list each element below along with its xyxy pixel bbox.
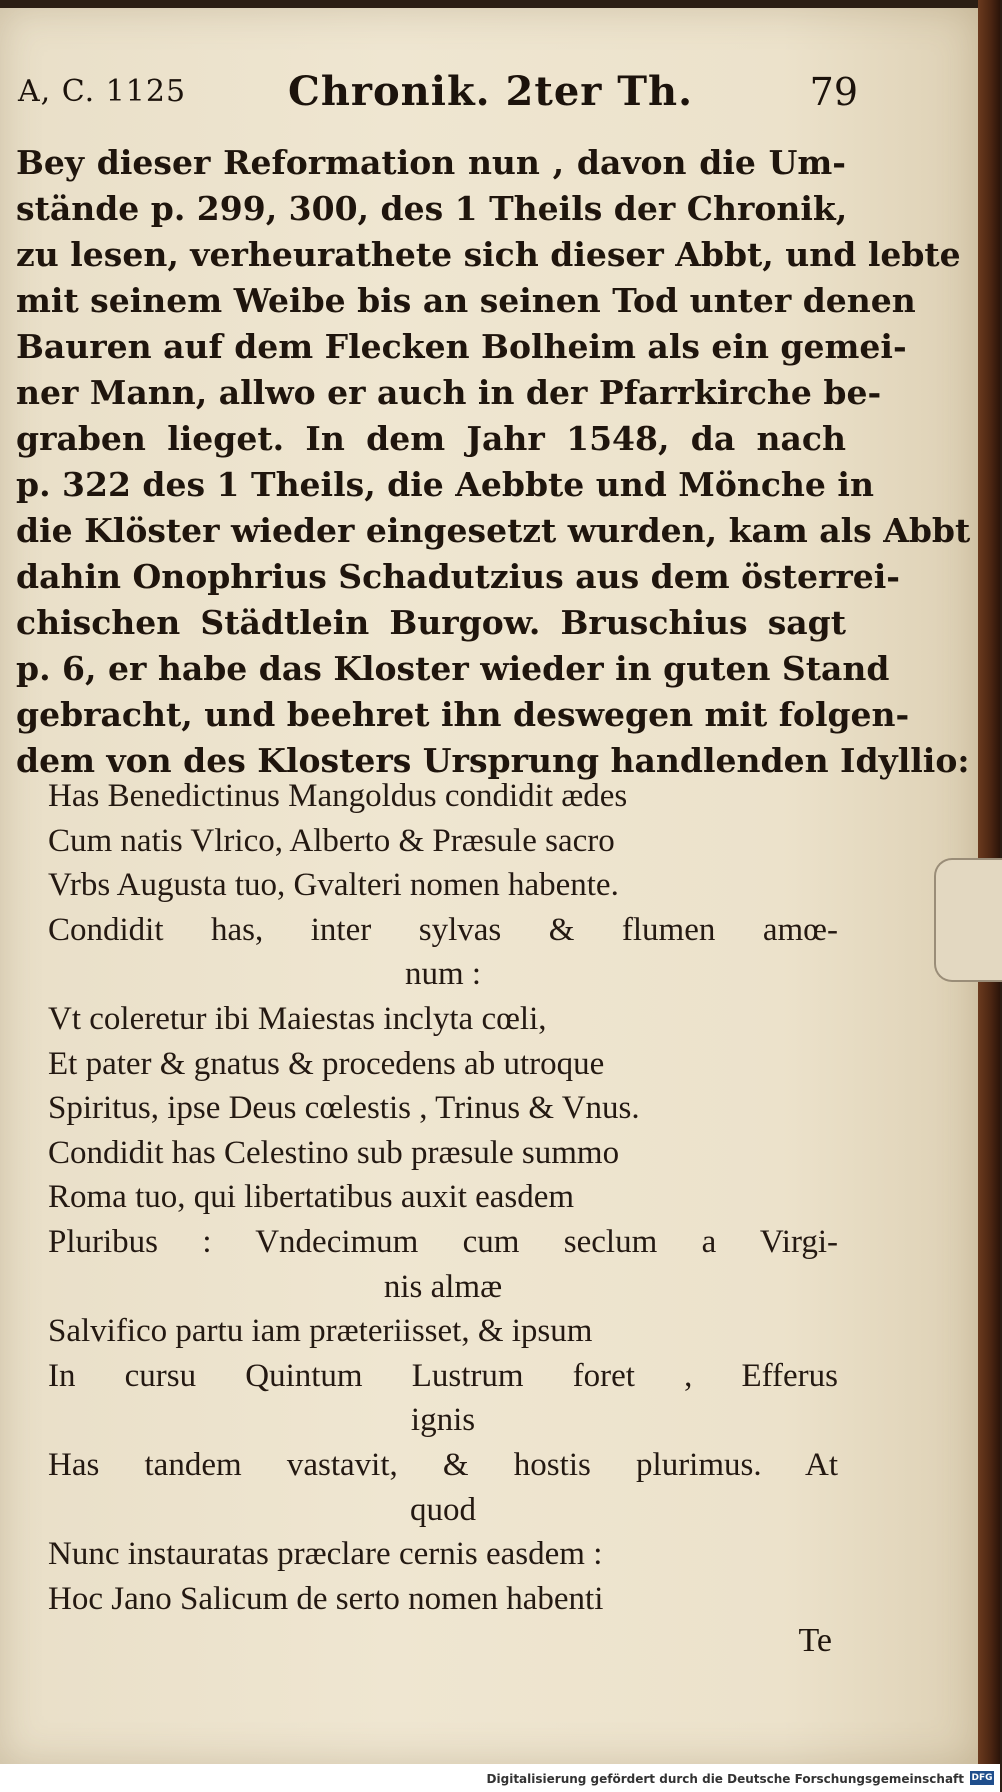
fraktur-paragraph xyxy=(16,140,971,784)
text-line: p. 322 des 1 Theils, die Aebbte und Mönche in xyxy=(16,465,874,504)
text-line: mit seinem Weibe bis an seinen Tod unter denen xyxy=(16,281,916,320)
text-line: dem von des Klosters Ursprung handlenden Idyllio: xyxy=(16,741,970,780)
verse-line: Vrbs Augusta tuo, Gvalteri nomen habente. xyxy=(48,867,619,904)
verse-line: Et pater & gnatus & procedens ab utroque xyxy=(48,1045,605,1082)
dfg-logo-icon: DFG xyxy=(971,1773,993,1783)
text-line: ner Mann, allwo er auch in der Pfarrkirche be- xyxy=(16,373,882,412)
text-line: p. 6, er habe das Kloster wieder in guten Stand xyxy=(16,649,890,688)
catchword: Te xyxy=(798,1622,832,1659)
latin-verse xyxy=(48,774,838,1621)
book-page xyxy=(0,8,978,1764)
text-line: graben lieget. In dem Jahr 1548, da nach xyxy=(16,419,846,458)
page-number: 79 xyxy=(809,70,858,114)
header-year: A, C. 1125 xyxy=(18,74,187,109)
verse-line: Condidit has, inter sylvas & flumen amœ- xyxy=(48,911,838,948)
verse-line: Roma tuo, qui libertatibus auxit easdem xyxy=(48,1179,575,1216)
verse-line: Hoc Jano Salicum de serto nomen habenti xyxy=(48,1580,604,1617)
header-title: Chronik. 2ter Th. xyxy=(288,68,694,115)
text-line: zu lesen, verheurathete sich dieser Abbt, und lebte xyxy=(16,235,961,274)
text-line: Bey dieser Reformation nun , davon die Um- xyxy=(16,143,846,182)
text-line: gebracht, und beehret ihn deswegen mit folgen- xyxy=(16,695,910,734)
text-line: stände p. 299, 300, des 1 Theils der Chronik, xyxy=(16,189,848,228)
verse-line: Pluribus : Vndecimum cum seclum a Virgi- xyxy=(48,1223,838,1260)
verse-line: Has tandem vastavit, & hostis plurimus. At xyxy=(48,1446,838,1483)
verse-line: Salvifico partu iam præteriisset, & ipsum xyxy=(48,1313,593,1350)
verse-line: Cum natis Vlrico, Alberto & Præsule sacro xyxy=(48,822,615,859)
digitization-credit: Digitalisierung gefördert durch die Deutsche Forschungsgemeinschaft xyxy=(486,1772,964,1786)
verse-line: Vt coleretur ibi Maiestas inclyta cœli, xyxy=(48,1000,547,1037)
text-line: Bauren auf dem Flecken Bolheim als ein gemei- xyxy=(16,327,907,366)
verse-line: Spiritus, ipse Deus cœlestis , Trinus & Vnus. xyxy=(48,1090,640,1127)
verse-line-continuation: ignis xyxy=(410,1402,476,1439)
page-tab-marker xyxy=(934,858,1002,982)
text-line: chischen Städtlein Burgow. Bruschius sagt xyxy=(16,603,846,642)
verse-line-continuation: quod xyxy=(410,1491,476,1528)
verse-line: Nunc instauratas præclare cernis easdem : xyxy=(48,1536,603,1573)
verse-line: Condidit has Celestino sub præsule summo xyxy=(48,1134,620,1171)
text-line: dahin Onophrius Schadutzius aus dem österrei- xyxy=(16,557,900,596)
verse-line-continuation: nis almæ xyxy=(383,1268,503,1305)
verse-line-continuation: num : xyxy=(404,956,482,993)
running-header xyxy=(18,68,858,122)
verse-line: Has Benedictinus Mangoldus condidit ædes xyxy=(48,778,628,814)
verse-line: In cursu Quintum Lustrum foret , Efferus xyxy=(48,1357,838,1394)
text-line: die Klöster wieder eingesetzt wurden, kam als Abbt xyxy=(16,511,971,550)
